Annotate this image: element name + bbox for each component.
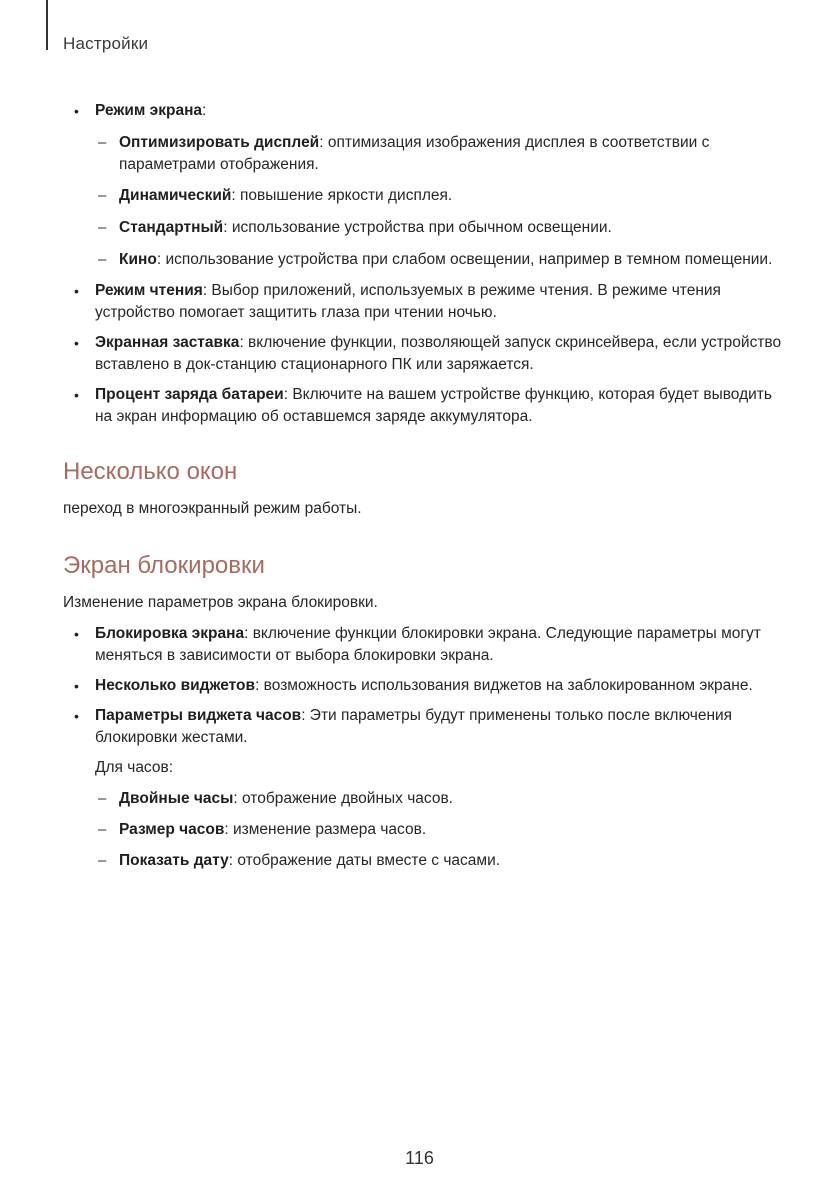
bullet-icon: • [74,708,79,724]
bullet-icon: • [74,387,79,403]
list-item-screen-lock-cont: меняться в зависимости от выбора блокировки экрана. [95,647,494,664]
list-item-battery-percent-cont: на экран информацию об оставшемся заряде аккумулятора. [95,408,533,425]
term-label: Режим экрана [95,102,203,119]
bullet-icon: • [74,626,79,642]
page-header-title: Настройки [63,34,149,53]
list-item-clock-widget-params-cont: блокировки жестами. [95,729,248,746]
bullet-icon: • [74,678,79,694]
dash-icon: – [98,790,107,807]
sub-item-cinema: Кино: использование устройства при слабом освещении, например в темном помещении. [119,251,773,268]
page-number: 116 [405,1148,434,1168]
bullet-icon: • [74,283,79,299]
bullet-icon: • [74,103,79,119]
sub-item-dynamic: Динамический: повышение яркости дисплея. [119,187,453,204]
bullet-icon: • [74,335,79,351]
sub-item-optimize-display: Оптимизировать дисплей: оптимизация изображения дисплея в соответствии с [119,134,710,151]
sub-item-standard: Стандартный: использование устройства при обычном освещении. [119,219,612,236]
list-item-reading-mode: Режим чтения: Выбор приложений, используемых в режиме чтения. В режиме чтения [95,282,721,299]
lock-screen-description: Изменение параметров экрана блокировки. [63,594,378,611]
list-item-screen-mode: Режим экрана: [95,102,207,119]
sub-item-dual-clock: Двойные часы: отображение двойных часов. [119,790,453,807]
list-item-reading-mode-cont: устройство помогает защитить глаза при чтении ночью. [95,304,497,321]
dash-icon: – [98,219,107,236]
section-title-multi-window: Несколько окон [63,458,238,485]
list-item-battery-percent: Процент заряда батареи: Включите на вашем устройстве функцию, которая будет выводить [95,386,772,403]
dash-icon: – [98,134,107,151]
dash-icon: – [98,187,107,204]
dash-icon: – [98,852,107,869]
section-title-lock-screen: Экран блокировки [63,552,265,579]
dash-icon: – [98,251,107,268]
sub-item-show-date: Показать дату: отображение даты вместе с часами. [119,852,501,869]
list-item-screensaver: Экранная заставка: включение функции, позволяющей запуск скринсейвера, если устройство [95,334,782,351]
list-item-screen-lock: Блокировка экрана: включение функции блокировки экрана. Следующие параметры могут [95,625,761,642]
header-rule [46,0,48,50]
list-item-multiple-widgets: Несколько виджетов: возможность использования виджетов на заблокированном экране. [95,677,753,694]
dash-icon: – [98,821,107,838]
sub-item-clock-size: Размер часов: изменение размера часов. [119,821,427,838]
list-item-screensaver-cont: вставлено в док-станцию стационарного ПК или заряжается. [95,356,534,373]
sub-item-optimize-display-cont: параметрами отображения. [119,156,319,173]
list-item-clock-widget-params: Параметры виджета часов: Эти параметры будут применены только после включения [95,707,733,724]
clock-options-label: Для часов: [95,759,174,776]
multi-window-description: переход в многоэкранный режим работы. [63,500,362,517]
